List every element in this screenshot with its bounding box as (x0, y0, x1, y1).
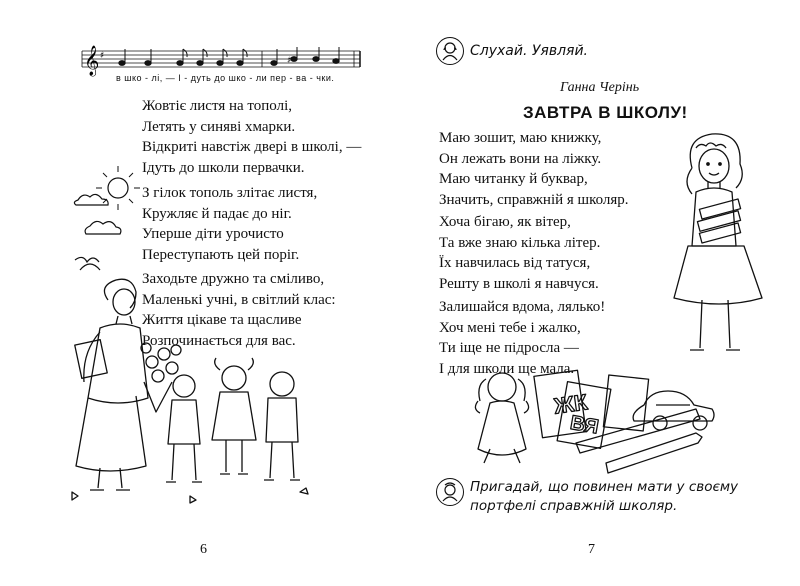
page-number-left: 6 (200, 542, 207, 557)
remember-icon (436, 478, 464, 506)
left-stanza-1: Жовтіє листя на тополі, Летять у синяві хмарки. Відкриті навстіж двері в школі, — Ідуть до школи первачки. (142, 98, 362, 176)
teacher-children-illustration (60, 272, 320, 512)
left-stanza-3: Заходьте дружно та сміливо, Маленькі учні, в світлий клас: Життя цікаве та щасливе Розпочинається для вас. (142, 271, 336, 349)
toys-illustration (466, 365, 726, 470)
song-lyrics: в шко - лі, — І - дуть до шко - ли пер - ва - чки. (116, 73, 335, 83)
poem-title: ЗАВТРА В ШКОЛУ! (523, 103, 688, 122)
sun-clouds-illustration (70, 160, 150, 275)
page-number-right: 7 (588, 542, 595, 557)
right-stanza-2: Хоча бігаю, як вітер, Та вже знаю кілька літер. Їх навчилась від татуся, Решту в школі я навчуся. (439, 214, 601, 292)
right-stanza-3: Залишайся вдома, лялько! Хоч мені тебе і жалко, Ти іще не підросла — І для школи ще мала. (439, 299, 606, 377)
listen-imagine-icon (436, 37, 464, 65)
right-page (400, 0, 800, 586)
task-block (436, 478, 738, 516)
svg-text:ВЯ: ВЯ (568, 411, 601, 439)
task-text: Пригадай, що повинен мати у своєму портфелі справжній школяр. (470, 479, 739, 514)
treble-clef-icon: 𝄞 (84, 46, 100, 76)
svg-text:ЖК: ЖК (552, 389, 589, 419)
right-stanza-1: Маю зошит, маю книжку, Он лежать вони на ліжку. Маю читанку й буквар, Значить, справжній я школяр. (439, 130, 629, 208)
svg-text:♯: ♯ (287, 56, 292, 66)
girl-with-books-illustration (662, 128, 782, 363)
section-header (436, 37, 588, 65)
section-header-text: Слухай. Уявляй. (470, 43, 588, 59)
svg-text:♯: ♯ (100, 51, 105, 61)
poem-author: Ганна Черінь (560, 80, 640, 95)
left-stanza-2: З гілок тополь злітає листя, Кружляє й падає до ніг. Уперше діти урочисто Переступають цей поріг. (142, 185, 318, 263)
